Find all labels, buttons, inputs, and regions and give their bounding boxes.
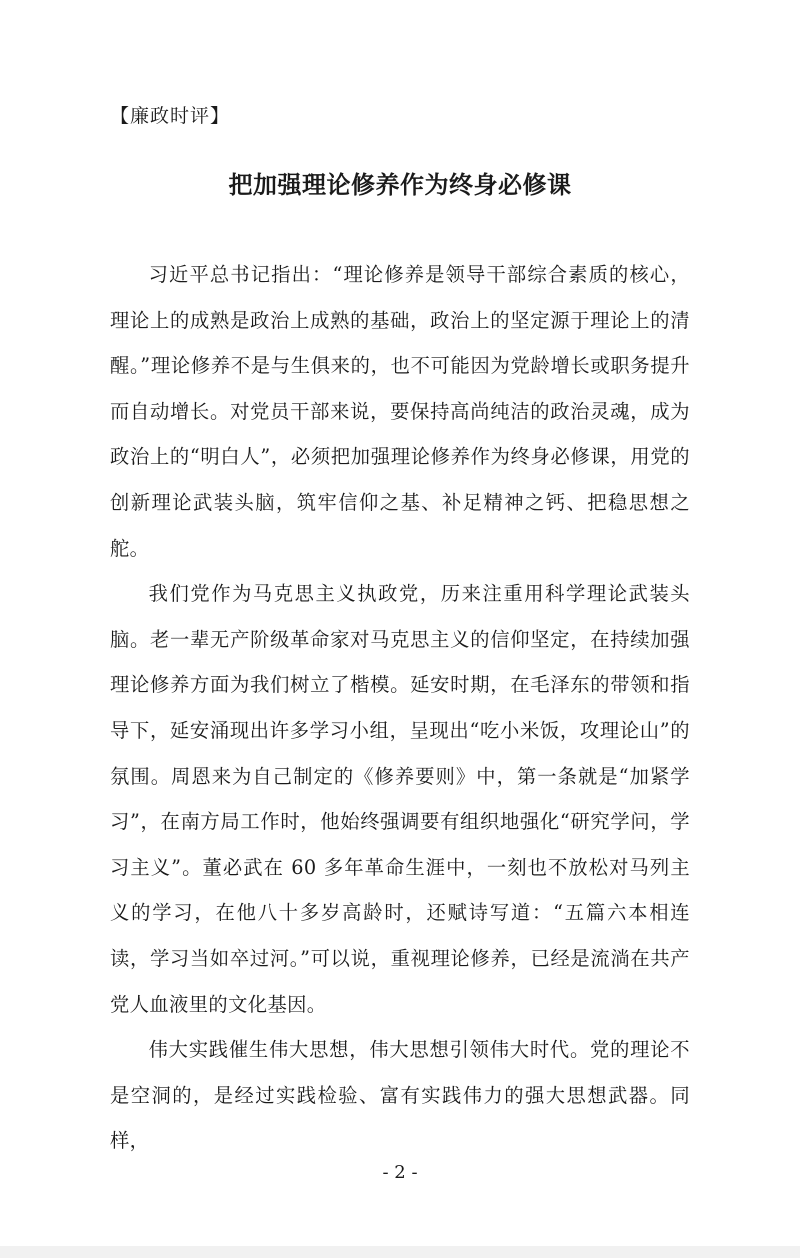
paragraph-1: 习近平总书记指出：“理论修养是领导干部综合素质的核心，理论上的成熟是政治上成熟的基础，政治上的坚定源于理论上的清醒。”理论修养不是与生俱来的，也不可能因为党龄增长或职务提升而自动增长。对党员干部来说，要保持高尚纯洁的政治灵魂，成为政治上的“明白人”，必须把加强理论修养作为终身必修课，用党的创新理论武装头脑，筑牢信仰之基、补足精神之钙、把稳思想之舵。 — [110, 263, 690, 560]
viewer-bottom-strip — [0, 1246, 800, 1258]
article-title: 把加强理论修养作为终身必修课 — [228, 171, 572, 199]
paragraph-2: 我们党作为马克思主义执政党，历来注重用科学理论武装头脑。老一辈无产阶级革命家对马克思主义的信仰坚定，在持续加强理论修养方面为我们树立了楷模。延安时期，在毛泽东的带领和指导下，延安涌现出许多学习小组，呈现出“吃小米饭，攻理论山”的氛围。周恩来为自己制定的《修养要则》中，第一条就是“加紧学习”，在南方局工作时，他始终强调要有组织地强化“研究学问，学习主义”。董必武在 60 多年革命生涯中，一刻也不放松对马列主义的学习，在他八十多岁高龄时，还赋诗写道：“五篇六本相连读，学习当如卒过河。”可以说，重视理论修养，已经是流淌在共产党人血液里的文化基因。 — [110, 582, 690, 1016]
paragraph-3: 伟大实践催生伟大思想，伟大思想引领伟大时代。党的理论不是空洞的，是经过实践检验、富有实践伟力的强大思想武器。同样， — [110, 1038, 690, 1153]
page-number: - 2 - — [382, 1162, 418, 1183]
article-body — [110, 252, 690, 1164]
column-tag: 【廉政时评】 — [110, 105, 231, 127]
